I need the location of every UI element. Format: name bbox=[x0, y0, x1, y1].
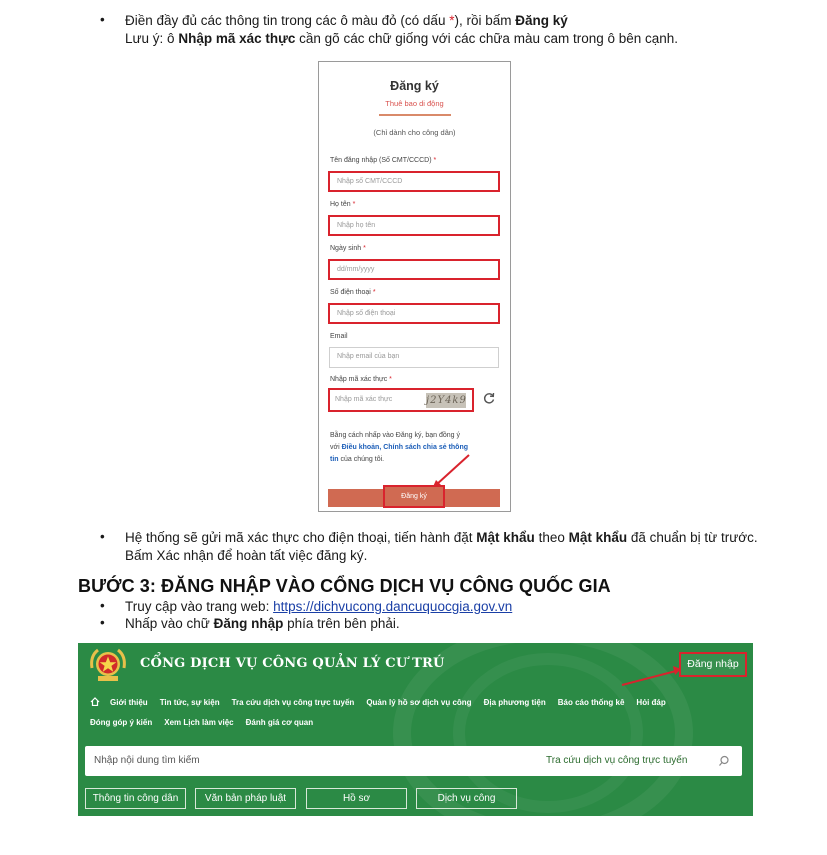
nav-item-local[interactable]: Địa phương tiện bbox=[483, 698, 546, 707]
nav-item-intro[interactable]: Giới thiệu bbox=[110, 698, 148, 707]
form-note: (Chỉ dành cho công dân) bbox=[373, 128, 456, 137]
phone-input[interactable]: Nhập số điện thoại bbox=[328, 303, 500, 324]
instruction-line-1: Điền đầy đủ các thông tin trong các ô màu đỏ (có dấu *), rồi bấm Đăng ký bbox=[125, 13, 568, 28]
email-label: Email bbox=[330, 333, 348, 340]
nav-item-records[interactable]: Quản lý hồ sơ dịch vụ công bbox=[366, 698, 472, 707]
phone-label: Số điện thoại * bbox=[330, 289, 376, 296]
citizen-info-button[interactable]: Thông tin công dân bbox=[85, 788, 186, 809]
secondary-nav bbox=[90, 718, 325, 727]
email-input[interactable]: Nhập email của bạn bbox=[329, 347, 499, 368]
search-bar[interactable] bbox=[85, 746, 742, 776]
nav-item-faq[interactable]: Hỏi đáp bbox=[636, 698, 666, 707]
terms-link[interactable]: Điều khoản, Chính sách chia sẻ thông bbox=[341, 444, 469, 451]
portal-banner bbox=[78, 643, 753, 816]
username-label: Tên đăng nhập (Số CMT/CCCD) * bbox=[330, 157, 437, 164]
nav-item-evaluate[interactable]: Đánh giá cơ quan bbox=[245, 718, 314, 727]
form-tab-mobile[interactable]: Thuê bao di động bbox=[385, 99, 444, 108]
captcha-field[interactable] bbox=[328, 388, 474, 412]
terms-text: Bằng cách nhấp vào Đăng ký, bạn đồng ý với Điều khoản, Chính sách chia sẻ thông tin của chúng tôi. bbox=[330, 432, 469, 463]
step-heading: BƯỚC 3: ĐĂNG NHẬP VÀO CỔNG DỊCH VỤ CÔNG QUỐC GIA bbox=[78, 576, 611, 596]
nav-item-reports[interactable]: Báo cáo thống kê bbox=[557, 698, 625, 707]
main-nav bbox=[90, 697, 678, 707]
birthdate-input[interactable]: dd/mm/yyyy bbox=[328, 259, 500, 280]
nav-item-lookup[interactable]: Tra cứu dịch vụ công trực tuyến bbox=[231, 698, 355, 707]
fullname-input[interactable]: Nhập họ tên bbox=[328, 215, 500, 236]
refresh-icon[interactable] bbox=[482, 391, 496, 405]
nav-item-schedule[interactable]: Xem Lịch làm việc bbox=[164, 718, 234, 727]
birthdate-label: Ngày sinh * bbox=[330, 245, 366, 252]
instruction-note: Lưu ý: ô Nhập mã xác thực cần gõ các chữ giống với các chữa màu cam trong ô bên cạnh. bbox=[125, 31, 679, 46]
nav-item-news[interactable]: Tin tức, sự kiện bbox=[159, 698, 220, 707]
register-button[interactable]: Đăng ký bbox=[383, 485, 445, 508]
nav-item-feedback[interactable]: Đóng góp ý kiến bbox=[90, 718, 153, 727]
home-icon[interactable] bbox=[90, 697, 100, 706]
terms-link-2[interactable]: tin bbox=[330, 456, 339, 463]
captcha-label: Nhập mã xác thực * bbox=[330, 376, 392, 383]
captcha-image: j2Y4k9 bbox=[426, 395, 467, 406]
username-input[interactable]: Nhập số CMT/CCCD bbox=[328, 171, 500, 192]
register-form-screenshot bbox=[318, 61, 511, 512]
legal-docs-button[interactable]: Văn bản pháp luật bbox=[195, 788, 296, 809]
form-tab-underline bbox=[379, 114, 451, 116]
portal-title: CỔNG DỊCH VỤ CÔNG QUẢN LÝ CƯ TRÚ bbox=[140, 656, 445, 671]
portal-url-link[interactable]: https://dichvucong.dancuquocgia.gov.vn bbox=[273, 599, 513, 614]
captcha-input[interactable]: Nhập mã xác thực bbox=[335, 396, 393, 403]
search-input[interactable]: Nhập nội dung tìm kiếm bbox=[94, 755, 200, 766]
public-service-button[interactable]: Dịch vụ công bbox=[416, 788, 517, 809]
login-button[interactable]: Đăng nhập bbox=[679, 652, 747, 677]
police-emblem-icon bbox=[88, 646, 128, 684]
form-title: Đăng ký bbox=[390, 79, 439, 93]
records-button[interactable]: Hồ sơ bbox=[306, 788, 407, 809]
fullname-label: Họ tên * bbox=[330, 201, 356, 208]
search-service-link[interactable]: Tra cứu dịch vụ công trực tuyến bbox=[546, 755, 688, 766]
search-icon[interactable] bbox=[718, 755, 730, 767]
